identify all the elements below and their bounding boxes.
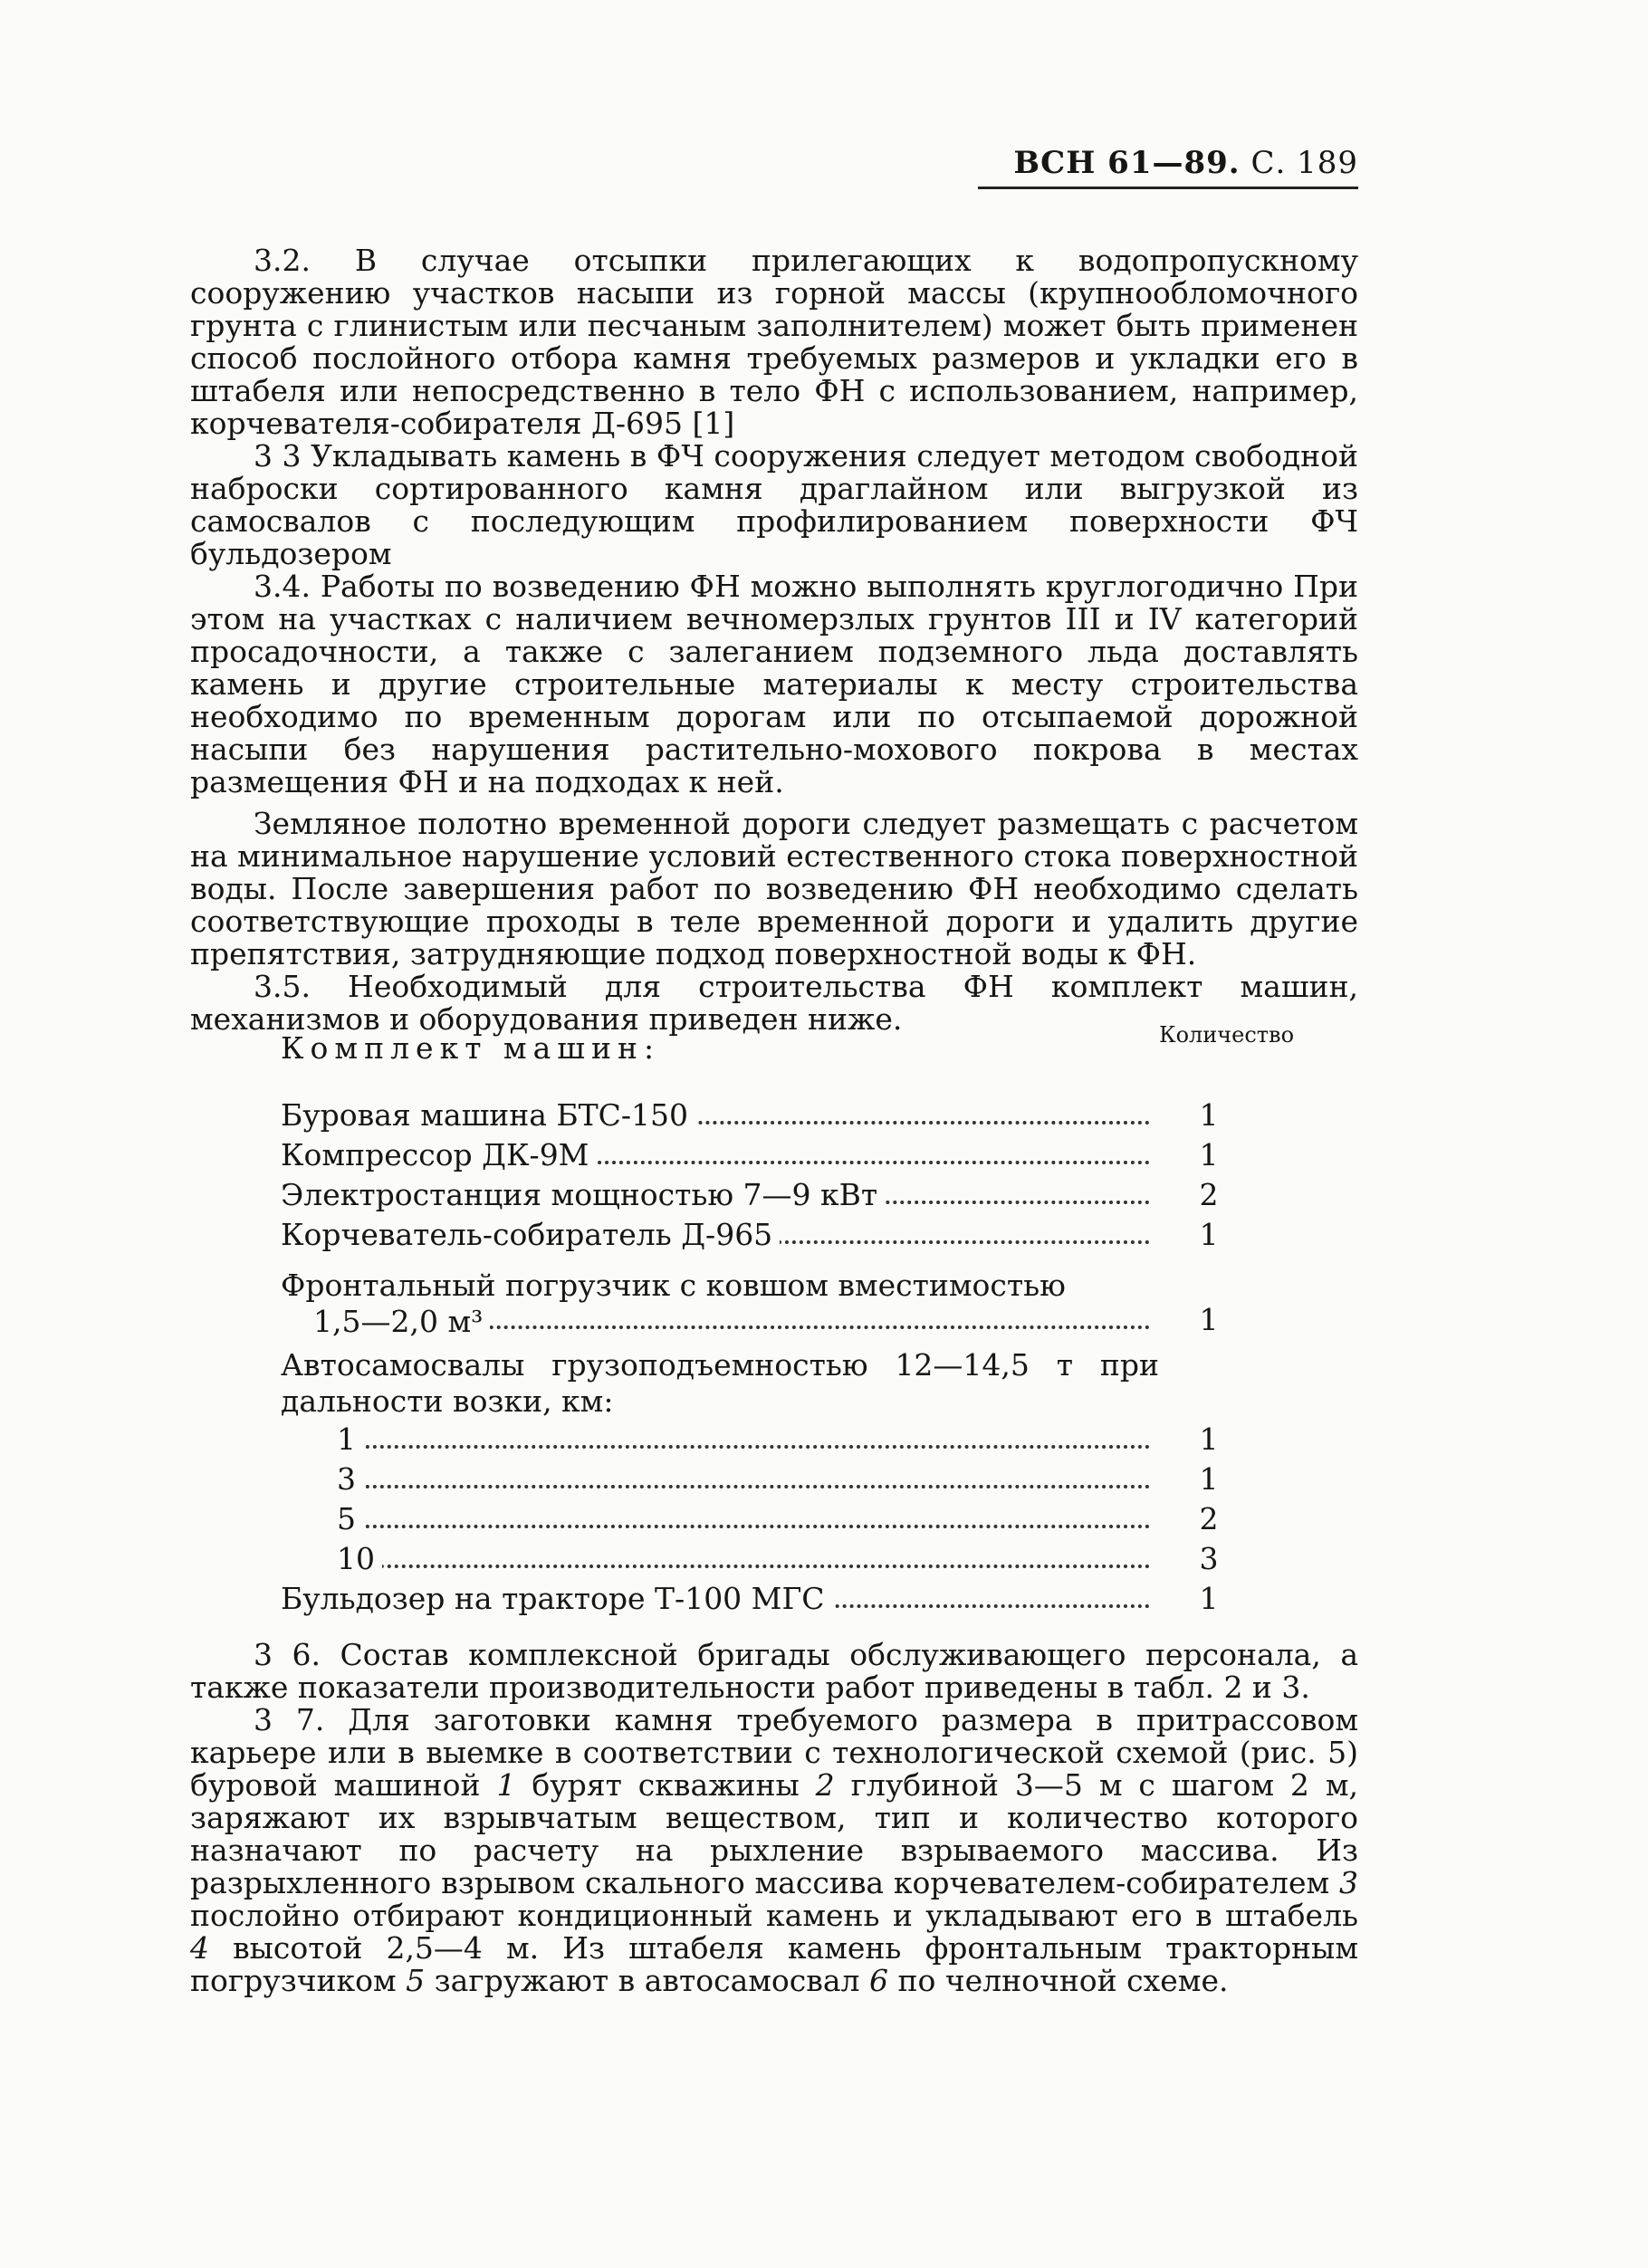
equipment-list-title: Комплект машин: <box>281 1030 661 1066</box>
equipment-qty: 1 <box>1199 1097 1219 1133</box>
bulldozer-name: Бульдозер на тракторе Т-100 МГС <box>281 1581 832 1616</box>
equipment-qty: 1 <box>1199 1217 1219 1252</box>
paragraph-3-2: 3.2. В случае отсыпки прилегающих к водопропускному сооружению участков насыпи из горной массы (крупнообломочного грунта с глинистым или песчаным заполнителем) может быть применен способ послойного отбора камня требуемых размеров и укладки его в штабеля или непосредственно в тело ФН с использованием, например, корчевателя-собирателя Д-695 [1] <box>190 243 1358 441</box>
truck-qty: 1 <box>1199 1421 1219 1457</box>
body-text-top <box>190 244 1358 1036</box>
equipment-qty: 1 <box>1199 1302 1219 1337</box>
document-code: ВСН 61—89. <box>1013 145 1241 181</box>
truck-distance: 3 <box>337 1461 363 1497</box>
equipment-row <box>281 1175 1259 1215</box>
truck-row <box>281 1539 1259 1579</box>
paragraph-3-5: 3.5. Необходимый для строительства ФН комплект машин, механизмов и оборудования приведен ниже. <box>190 969 1358 1037</box>
running-header <box>978 145 1358 189</box>
paragraph-3-4: 3.4. Работы по возведению ФН можно выполнять круглогодично При этом на участках с наличием вечномерзлых грунтов III и IV категорий просадочности, а также с залеганием подземного льда доставлять камень и другие строительные материалы к месту строительства необходимо по временным дорогам или по отсыпаемой дорожной насыпи без нарушения растительно-мохового покрова в местах размещения ФН и на подходах к ней. <box>190 569 1358 799</box>
equipment-name: Корчеватель-собиратель Д-965 <box>281 1217 780 1252</box>
truck-row <box>281 1459 1259 1499</box>
equipment-row-bulldozer <box>281 1579 1259 1619</box>
trucks-group-title: Автосамосвалы грузоподъемностью 12—14,5 т при дальности возки, км: <box>281 1347 1159 1419</box>
page-number: С. 189 <box>1250 145 1358 181</box>
equipment-row-loader <box>281 1260 1259 1340</box>
equipment-qty: 2 <box>1199 1177 1219 1212</box>
equipment-row <box>281 1135 1259 1175</box>
bulldozer-qty: 1 <box>1199 1581 1219 1616</box>
loader-name-line1: Фронтальный погрузчик с ковшом вместимостью <box>281 1268 1159 1304</box>
loader-name-line2: 1,5—2,0 м³ <box>281 1304 490 1340</box>
truck-row <box>281 1499 1259 1539</box>
equipment-name: Электростанция мощностью 7—9 кВт <box>281 1177 885 1212</box>
truck-distance: 5 <box>337 1501 363 1536</box>
quantity-header: Количество <box>1159 1022 1295 1048</box>
truck-row <box>281 1420 1259 1459</box>
truck-qty: 1 <box>1199 1461 1219 1497</box>
equipment-list <box>281 1022 1295 1619</box>
truck-qty: 2 <box>1199 1501 1219 1536</box>
truck-qty: 3 <box>1199 1541 1219 1576</box>
equipment-name: Компрессор ДК-9М <box>281 1137 596 1172</box>
paragraph-3-6: 3 6. Состав комплексной бригады обслуживающего персонала, а также показатели производительности работ приведены в табл. 2 и 3. <box>190 1637 1358 1705</box>
truck-distance: 1 <box>337 1421 363 1457</box>
equipment-row <box>281 1215 1259 1255</box>
body-text-bottom <box>190 1639 1358 1997</box>
equipment-qty: 1 <box>1199 1137 1219 1172</box>
paragraph-3-7: 3 7. Для заготовки камня требуемого размера в притрассовом карьере или в выемке в соответствии с технологической схемой (рис. 5) буровой машиной 1 бурят скважины 2 глубиной 3—5 м с шагом 2 м, заряжают их взрывчатым веществом, тип и количество которого назначают по расчету на рыхление взрываемого массива. Из разрыхленного взрывом скального массива корчевателем-собирателем 3 послойно отбирают кондиционный камень и укладывают его в штабель 4 высотой 2,5—4 м. Из штабеля камень фронтальным тракторным погрузчиком 5 загружают в автосамосвал 6 по челночной схеме. <box>190 1702 1358 1998</box>
equipment-name: Буровая машина БТС-150 <box>281 1097 695 1133</box>
truck-distance: 10 <box>337 1541 382 1576</box>
equipment-row <box>281 1096 1259 1135</box>
equipment-list-header <box>281 1022 1295 1096</box>
paragraph-3-3: 3 3 Укладывать камень в ФЧ сооружения следует методом свободной наброски сортированного камня драглайном или выгрузкой из самосвалов с последующим профилированием поверхности ФЧ бульдозером <box>190 438 1358 571</box>
paragraph-roadbed: Земляное полотно временной дороги следует размещать с расчетом на минимальное нарушение условий естественного стока поверхностной воды. После завершения работ по возведению ФН необходимо сделать соответствующие проходы в теле временной дороги и удалить другие препятствия, затрудняющие подход поверхностной воды к ФН. <box>190 806 1358 971</box>
